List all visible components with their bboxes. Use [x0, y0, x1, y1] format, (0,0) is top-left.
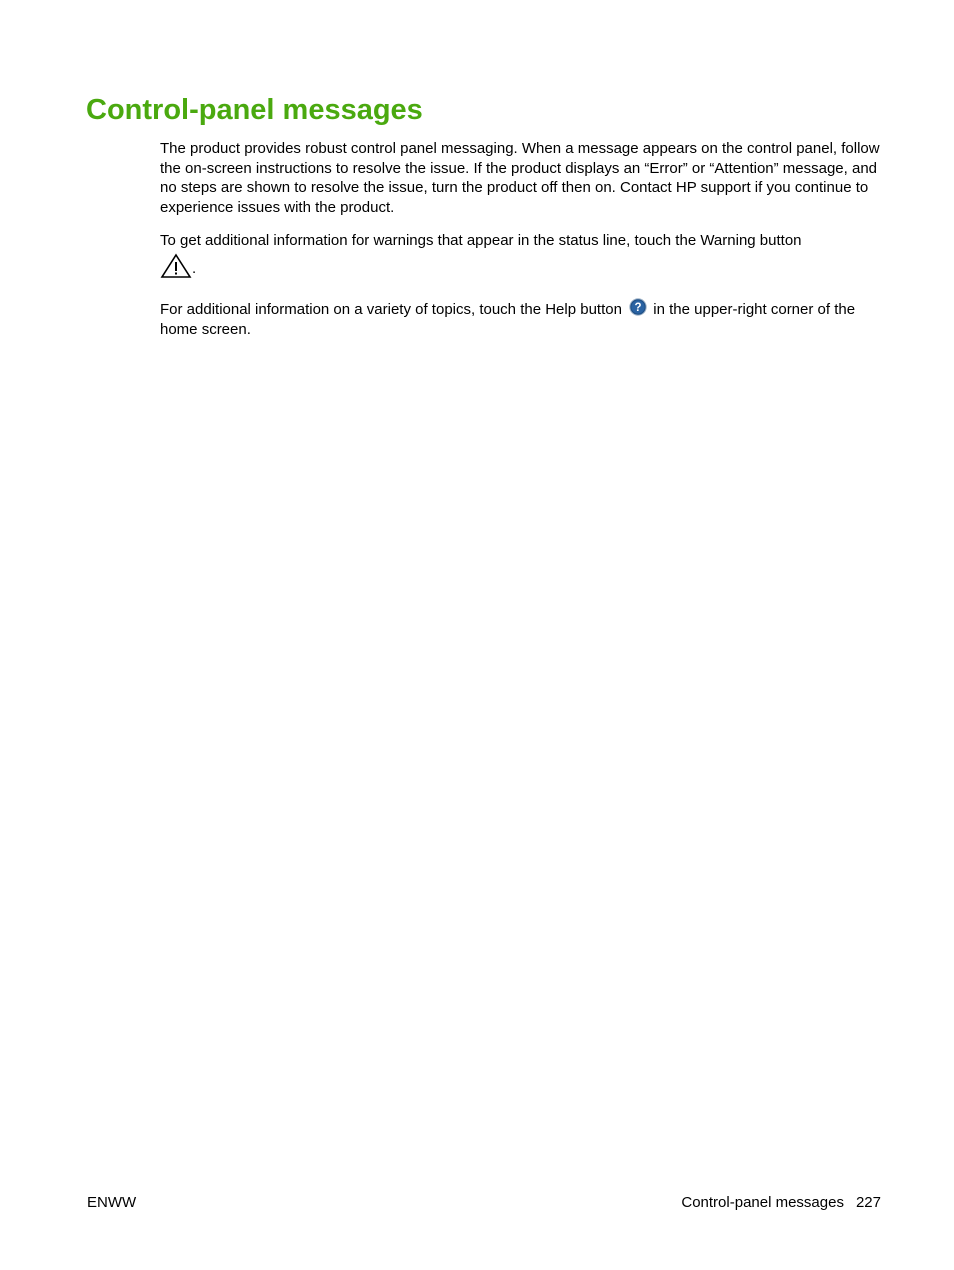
help-icon	[629, 298, 647, 316]
paragraph-intro: The product provides robust control panel messaging. When a message appears on the control panel, follow the on-screen instructions to resolve the issue. If the product displays an “Error” or “Attention” message, and no steps are shown to resolve the issue, turn the product off then on. Contact HP support if you continue to experience issues with the product.	[160, 140, 880, 216]
footer-right	[681, 1193, 881, 1212]
paragraph-warning	[160, 231, 890, 279]
paragraph-help	[160, 298, 890, 339]
page-title: Control-panel messages	[86, 94, 423, 126]
footer-section-title: Control-panel messages	[681, 1194, 844, 1211]
page-number: 227	[855, 1194, 881, 1211]
paragraph-warning-end: .	[192, 260, 197, 277]
warning-icon	[160, 253, 192, 279]
svg-text:?: ?	[634, 302, 642, 315]
paragraph-warning-text: To get additional information for warnings that appear in the status line, touch the Warning button	[160, 232, 802, 249]
paragraph-help-before: For additional information on a variety of topics, touch the Help button	[160, 301, 622, 318]
paragraph-help-after: in the upper-right corner of the home screen.	[160, 301, 856, 338]
footer-left: ENWW	[87, 1194, 137, 1211]
warning-icon-line	[160, 251, 890, 279]
